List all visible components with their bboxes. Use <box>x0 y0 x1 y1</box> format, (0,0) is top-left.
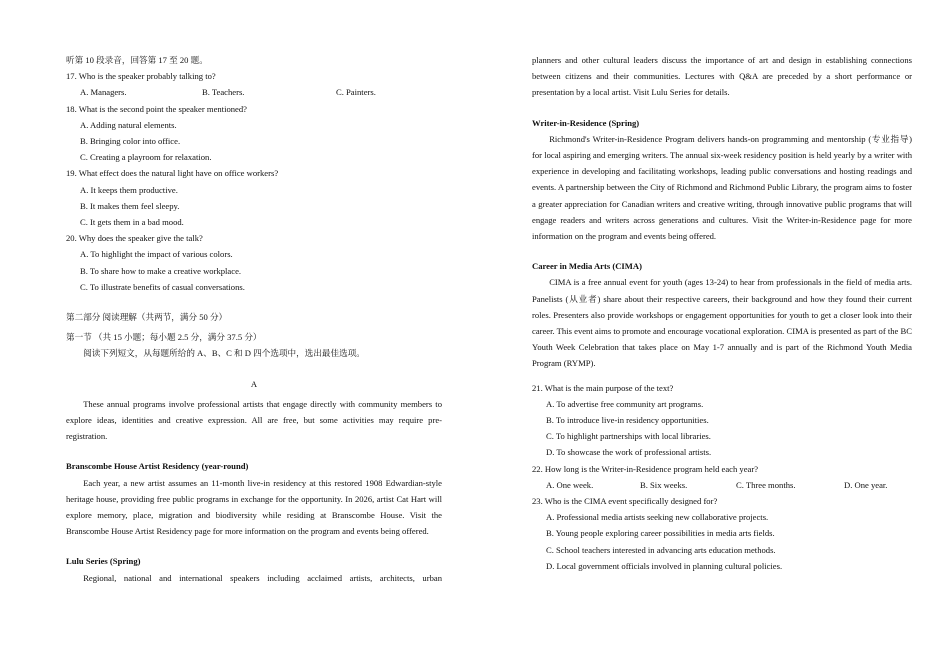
question-22-options <box>532 477 912 493</box>
question-20: 20. Why does the speaker give the talk? <box>66 233 203 244</box>
question-23: 23. Who is the CIMA event specifically designed for? <box>532 496 718 507</box>
option-c: C. Three months. <box>736 479 796 490</box>
question-21: 21. What is the main purpose of the text? <box>532 382 674 393</box>
left-column <box>66 52 442 586</box>
option-d: D. One year. <box>844 479 888 490</box>
branscombe-text: Each year, a new artist assumes an 11-month live-in residency at this restored 1908 Edwardian-style heritage house, providing free public programs in exchange for the opportunity. In 2026, artist Cat Hart will explore memory, place, migration and biodiversity while residing at Branscombe House. Visit the Branscombe House Artist Residency page for more information on the program and events being offered. <box>66 477 442 537</box>
section1-title: 第一节 （共 15 小题；每小题 2.5 分，满分 37.5 分） <box>66 332 262 343</box>
option-c: C. It gets them in a bad mood. <box>80 217 184 228</box>
section1-instruction: 阅读下列短文，从每题所给的 A、B、C 和 D 四个选项中，选出最佳选项。 <box>83 348 365 359</box>
option-c: C. Creating a playroom for relaxation. <box>80 152 212 163</box>
option-d: D. Local government officials involved in planning cultural policies. <box>546 560 783 571</box>
question-18: 18. What is the second point the speaker mentioned? <box>66 103 247 114</box>
writer-heading: Writer-in-Residence (Spring) <box>532 117 640 128</box>
cima-heading: Career in Media Arts (CIMA) <box>532 261 642 272</box>
lulu-heading: Lulu Series (Spring) <box>66 556 141 567</box>
option-c: C. To highlight partnerships with local libraries. <box>546 431 711 442</box>
option-b: B. To share how to make a creative workplace. <box>80 265 242 276</box>
question-17-options <box>66 84 442 100</box>
passage-letter: A <box>250 378 258 389</box>
passage-intro: These annual programs involve professional artists that engage directly with community members to explore ideas, identities and creative expression. All are free, but some activities may require pre-registration. <box>66 398 442 442</box>
option-b: B. Teachers. <box>202 87 245 98</box>
listening-intro: 听第 10 段录音，回答第 17 至 20 题。 <box>66 55 208 65</box>
option-c: C. To illustrate benefits of casual conversations. <box>80 281 245 292</box>
option-b: B. Young people exploring career possibilities in media arts fields. <box>546 528 775 539</box>
option-d: D. To showcase the work of professional artists. <box>546 447 712 458</box>
option-b: B. To introduce live-in residency opportunities. <box>546 415 709 426</box>
option-a: A. Managers. <box>80 87 127 98</box>
part2-title: 第二部分 阅读理解（共两节，满分 50 分） <box>66 312 228 323</box>
question-17: 17. Who is the speaker probably talking to? <box>66 71 216 82</box>
option-a: A. It keeps them productive. <box>80 184 178 195</box>
question-22: 22. How long is the Writer-in-Residence program held each year? <box>532 463 759 474</box>
option-a: A. Adding natural elements. <box>80 119 177 130</box>
option-a: A. Professional media artists seeking new collaborative projects. <box>546 512 769 523</box>
right-column <box>532 52 912 574</box>
option-c: C. Painters. <box>336 87 376 98</box>
writer-text: Richmond's Writer-in-Residence Program delivers hands-on programming and mentorship (专业指导) for local aspiring and emerging writers. The annual six-week residency position is held yearly by a writer with experience in developing and facilitating workshops, leading public conversations and hosting readings and events. A partnership between the City of Richmond and Richmond Public Library, the program aims to foster a greater appreciation for Canadian writers and creative writing, through innovative public programs that will engage readers and writers across generations and cultures. Visit the Writer-in-Residence page for more information on the program and events being offered. <box>532 133 912 242</box>
lulu-text-start: Regional, national and international speakers including acclaimed artists, architects, urban <box>83 572 442 583</box>
option-a: A. To advertise free community art programs. <box>546 398 704 409</box>
cima-text: CIMA is a free annual event for youth (ages 13-24) to hear from professionals in the field of media arts. Panelists (从业者) share about their respective careers, their background and how they found their current roles. Presenters also provide workshops or engagement opportunities for youth to get a closer look into their career. This event aims to promote and encourage vocational exploration. CIMA is presented as part of the BC Youth Week Celebration that takes place on May 1-7 annually and is part of the Richmond Youth Media Program (RYMP). <box>532 277 912 369</box>
option-a: A. One week. <box>546 479 594 490</box>
option-a: A. To highlight the impact of various colors. <box>80 249 233 260</box>
option-b: B. Bringing color into office. <box>80 136 181 147</box>
lulu-text-continued: planners and other cultural leaders discuss the importance of art and design in establishing connections between citizens and their communities. Lectures with Q&A are preceded by a short performance or presentation by a local artist. Visit Lulu Series for details. <box>532 55 912 98</box>
branscombe-heading: Branscombe House Artist Residency (year-round) <box>66 461 249 472</box>
question-19: 19. What effect does the natural light have on office workers? <box>66 168 279 179</box>
option-b: B. Six weeks. <box>640 479 688 490</box>
option-c: C. School teachers interested in advancing arts education methods. <box>546 544 776 555</box>
option-b: B. It makes them feel sleepy. <box>80 200 180 211</box>
